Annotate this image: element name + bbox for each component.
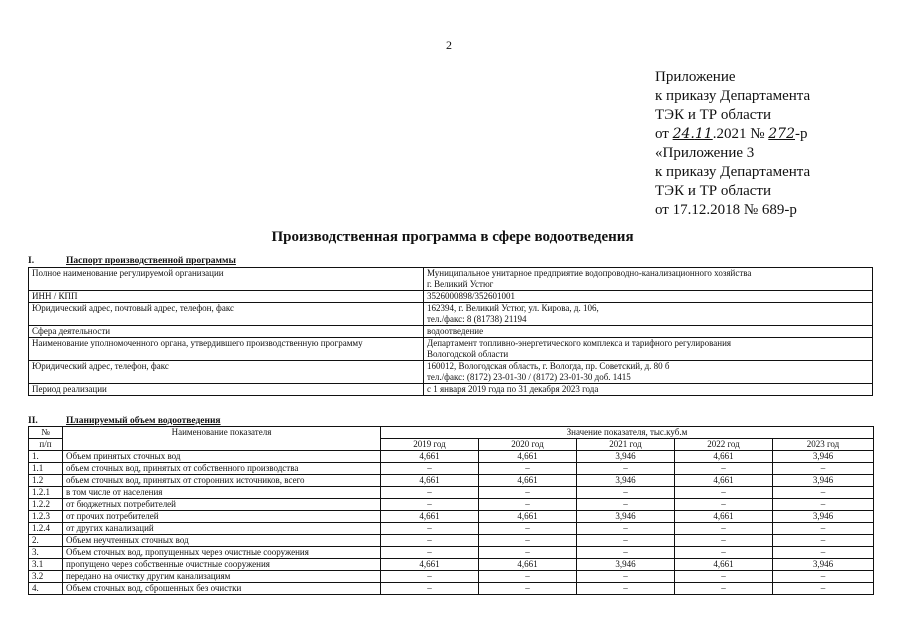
section-title: Паспорт производственной программы <box>66 256 236 266</box>
section-number: I. <box>28 256 35 266</box>
row-value: – <box>577 547 675 559</box>
passport-label: Сфера деятельности <box>29 326 424 338</box>
passport-label: Период реализации <box>29 384 424 396</box>
row-value: 3,946 <box>773 475 874 487</box>
col-no-header: № <box>29 427 63 439</box>
passport-value <box>424 303 873 326</box>
row-name: Объем неучтенных сточных вод <box>63 535 381 547</box>
table-row <box>29 523 874 535</box>
appendix-block <box>655 68 810 220</box>
row-value: 4,661 <box>675 559 773 571</box>
row-value: – <box>773 499 874 511</box>
passport-value <box>424 338 873 361</box>
row-value: – <box>479 487 577 499</box>
row-number: 2. <box>29 535 63 547</box>
row-value: – <box>479 523 577 535</box>
row-value: 4,661 <box>479 475 577 487</box>
row-name: объем сточных вод, принятых от сторонних источников, всего <box>63 475 381 487</box>
handwritten-number: 272 <box>768 126 795 142</box>
passport-value <box>424 361 873 384</box>
passport-row <box>29 268 873 291</box>
row-number: 3. <box>29 547 63 559</box>
row-value: 3,946 <box>773 511 874 523</box>
volume-table <box>28 426 874 595</box>
passport-value-line: Вологодской области <box>427 349 509 359</box>
row-value: – <box>675 487 773 499</box>
appendix-line: ТЭК и ТР области <box>655 183 771 199</box>
row-number: 4. <box>29 583 63 595</box>
passport-value <box>424 384 873 396</box>
row-value: – <box>577 499 675 511</box>
row-value: – <box>381 487 479 499</box>
passport-label: Полное наименование регулируемой организации <box>29 268 424 291</box>
table-row <box>29 583 874 595</box>
year-header: 2023 год <box>773 439 874 451</box>
table-row <box>29 487 874 499</box>
passport-value-line: 160012, Вологодская область, г. Вологда, пр. Советский, д. 80 б <box>427 361 670 371</box>
row-value: – <box>773 535 874 547</box>
row-value: – <box>577 523 675 535</box>
row-value: 4,661 <box>675 511 773 523</box>
row-value: – <box>675 535 773 547</box>
appendix-line: ТЭК и ТР области <box>655 107 771 123</box>
date-year: .2021 <box>712 126 747 142</box>
row-value: 4,661 <box>381 559 479 571</box>
row-value: 3,946 <box>577 511 675 523</box>
passport-row <box>29 361 873 384</box>
appendix-line: «Приложение 3 <box>655 145 755 161</box>
table-row <box>29 451 874 463</box>
row-value: 4,661 <box>381 451 479 463</box>
passport-row <box>29 291 873 303</box>
passport-row <box>29 338 873 361</box>
col-values-header: Значение показателя, тыс.куб.м <box>381 427 874 439</box>
row-value: – <box>773 571 874 583</box>
passport-label: ИНН / КПП <box>29 291 424 303</box>
passport-value <box>424 291 873 303</box>
row-value: – <box>479 535 577 547</box>
passport-label: Наименование уполномоченного органа, утвердившего производственную программу <box>29 338 424 361</box>
passport-value-line: водоотведение <box>427 326 484 336</box>
passport-row <box>29 326 873 338</box>
row-value: – <box>381 571 479 583</box>
row-name: объем сточных вод, принятых от собственного производства <box>63 463 381 475</box>
table-row <box>29 511 874 523</box>
row-value: – <box>479 499 577 511</box>
row-value: 3,946 <box>577 475 675 487</box>
passport-row <box>29 303 873 326</box>
table-header-row <box>29 427 874 439</box>
row-value: – <box>381 523 479 535</box>
row-name: Объем сточных вод, сброшенных без очистки <box>63 583 381 595</box>
col-no-header-2: п/п <box>29 439 63 451</box>
passport-value <box>424 326 873 338</box>
row-number: 3.1 <box>29 559 63 571</box>
appendix-line: к приказу Департамента <box>655 88 811 104</box>
row-value: 4,661 <box>675 475 773 487</box>
row-value: – <box>773 523 874 535</box>
passport-value-line: тел./факс: (8172) 23-01-30 / (8172) 23-01-30 доб. 1415 <box>427 372 631 382</box>
handwritten-month: 11 <box>694 126 713 142</box>
row-number: 1.2.2 <box>29 499 63 511</box>
row-value: – <box>773 583 874 595</box>
row-value: – <box>773 487 874 499</box>
table-row <box>29 499 874 511</box>
row-value: – <box>479 583 577 595</box>
document-title: Производственная программа в сфере водоотведения <box>271 229 634 245</box>
year-header: 2020 год <box>479 439 577 451</box>
row-value: – <box>381 535 479 547</box>
order-date-line <box>655 125 810 144</box>
row-name: Объем принятых сточных вод <box>63 451 381 463</box>
table-row <box>29 535 874 547</box>
row-value: – <box>381 547 479 559</box>
row-value: – <box>675 583 773 595</box>
passport-table <box>28 267 873 396</box>
row-value: – <box>577 583 675 595</box>
col-name-header: Наименование показателя <box>63 427 381 451</box>
passport-value-line: 162394, г. Великий Устюг, ул. Кирова, д. 106, <box>427 303 599 313</box>
row-value: – <box>773 463 874 475</box>
row-value: 4,661 <box>479 511 577 523</box>
table-row <box>29 559 874 571</box>
table-row <box>29 571 874 583</box>
section-title: Планируемый объем водоотведения <box>66 416 221 426</box>
row-value: – <box>675 571 773 583</box>
passport-value-line: тел./факс: 8 (81738) 21194 <box>427 314 527 324</box>
row-value: 4,661 <box>675 451 773 463</box>
table-row <box>29 475 874 487</box>
row-value: 3,946 <box>577 451 675 463</box>
row-number: 1.2.4 <box>29 523 63 535</box>
passport-value-line: Муниципальное унитарное предприятие водопроводно-канализационного хозяйства <box>427 268 752 278</box>
row-number: 1.1 <box>29 463 63 475</box>
row-value: 3,946 <box>577 559 675 571</box>
year-header: 2019 год <box>381 439 479 451</box>
passport-label: Юридический адрес, телефон, факс <box>29 361 424 384</box>
num-prefix: № <box>750 126 765 142</box>
passport-value-line: с 1 января 2019 года по 31 декабря 2023 года <box>427 384 599 394</box>
row-value: 4,661 <box>381 511 479 523</box>
row-value: 4,661 <box>381 475 479 487</box>
row-name: от бюджетных потребителей <box>63 499 381 511</box>
row-value: – <box>675 547 773 559</box>
row-name: в том числе от населения <box>63 487 381 499</box>
row-name: передано на очистку другим канализациям <box>63 571 381 583</box>
row-number: 3.2 <box>29 571 63 583</box>
row-name: от прочих потребителей <box>63 511 381 523</box>
row-value: 4,661 <box>479 559 577 571</box>
row-value: – <box>577 571 675 583</box>
table-row <box>29 547 874 559</box>
appendix-line: Приложение <box>655 69 736 85</box>
appendix-line: от 17.12.2018 № 689-р <box>655 202 797 218</box>
row-value: – <box>773 547 874 559</box>
num-suffix: -р <box>795 126 808 142</box>
row-value: – <box>381 583 479 595</box>
row-value: 3,946 <box>773 451 874 463</box>
passport-value-line: 3526000898/352601001 <box>427 291 516 301</box>
date-prefix: от <box>655 126 669 142</box>
page-number: 2 <box>446 38 452 52</box>
row-value: 3,946 <box>773 559 874 571</box>
row-number: 1.2 <box>29 475 63 487</box>
row-number: 1. <box>29 451 63 463</box>
row-value: – <box>381 463 479 475</box>
row-name: Объем сточных вод, пропущенных через очистные сооружения <box>63 547 381 559</box>
handwritten-day: 24. <box>672 126 695 142</box>
row-number: 1.2.3 <box>29 511 63 523</box>
row-name: от других канализаций <box>63 523 381 535</box>
section-number: II. <box>28 416 38 426</box>
passport-row <box>29 384 873 396</box>
row-value: – <box>577 487 675 499</box>
passport-label: Юридический адрес, почтовый адрес, телефон, факс <box>29 303 424 326</box>
passport-value <box>424 268 873 291</box>
passport-value-line: г. Великий Устюг <box>427 279 494 289</box>
row-value: – <box>675 463 773 475</box>
row-value: – <box>675 499 773 511</box>
row-value: – <box>577 535 675 547</box>
section-1-heading <box>28 256 236 266</box>
row-name: пропущено через собственные очистные сооружения <box>63 559 381 571</box>
passport-value-line: Департамент топливно-энергетического комплекса и тарифного регулирования <box>427 338 732 348</box>
row-value: – <box>479 463 577 475</box>
section-2-heading <box>28 416 221 426</box>
row-value: – <box>577 463 675 475</box>
row-number: 1.2.1 <box>29 487 63 499</box>
row-value: – <box>381 499 479 511</box>
table-row <box>29 463 874 475</box>
appendix-line: к приказу Департамента <box>655 164 811 180</box>
row-value: – <box>675 523 773 535</box>
row-value: – <box>479 571 577 583</box>
year-header: 2022 год <box>675 439 773 451</box>
row-value: 4,661 <box>479 451 577 463</box>
row-value: – <box>479 547 577 559</box>
year-header: 2021 год <box>577 439 675 451</box>
